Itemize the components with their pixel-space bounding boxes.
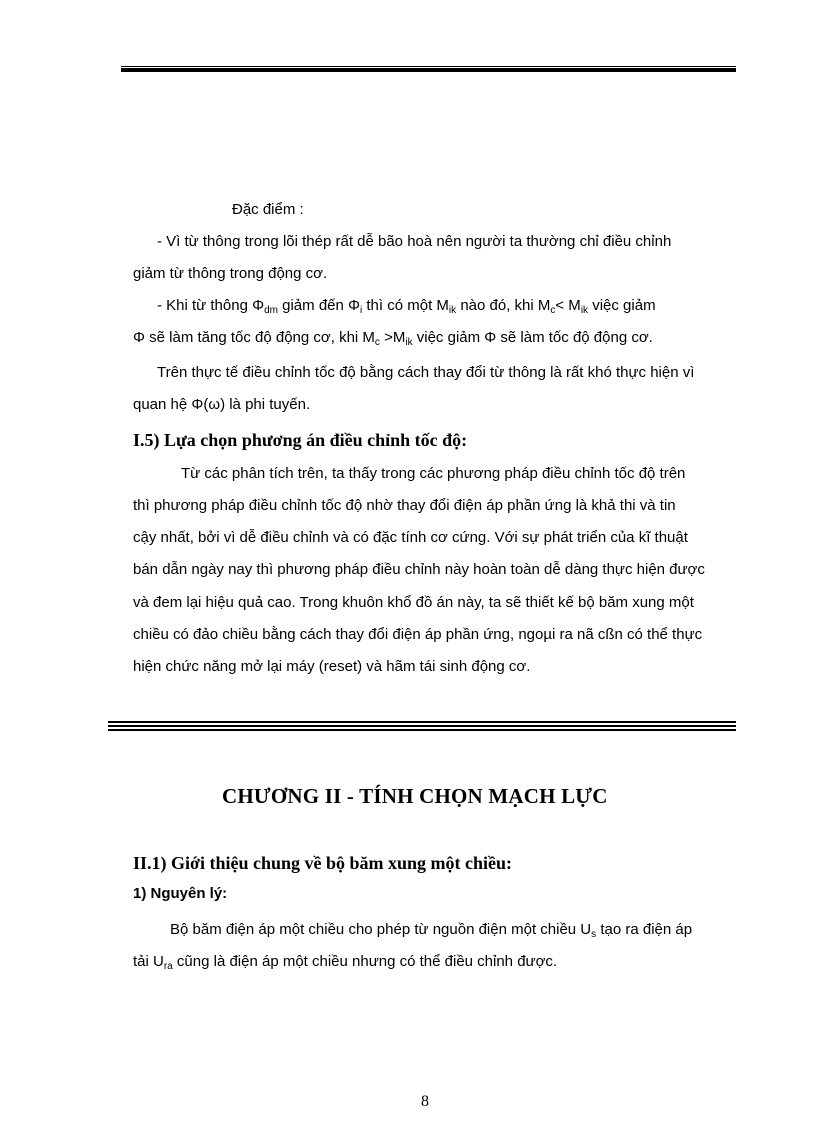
paragraph-line: Bộ băm điện áp một chiều cho phép từ nguồn điện một chiều $U_s$ tạo ra điện áp (170, 921, 693, 940)
paragraph-line: - Khi từ thông $\Phi_{dm}$ giảm đến $\Phi_i$ thì có một $M_{ik}$ nào đó, khi $M_c< M_{ik}$ việc giảm (157, 297, 656, 316)
paragraph-line: tải $U_{ra}$ cũng là điện áp một chiều nhưng có thể điều chỉnh được. (133, 953, 558, 972)
paragraph-line: Trên thực tế điều chỉnh tốc độ bằng cách thay đổi từ thông là rất khó thực hiện vì (157, 364, 695, 381)
section-heading: I.5) Lựa chọn phương án điều chỉnh tốc độ: (133, 430, 468, 450)
section-divider (108, 721, 736, 731)
section-heading: II.1) Giới thiệu chung về bộ băm xung một chiều: (133, 853, 513, 873)
paragraph-line: quan hệ Φ(ω) là phi tuyến. (133, 396, 311, 413)
paragraph-line: thì phương pháp điều chỉnh tốc độ nhờ thay đổi điện áp phần ứng là khả thi và tin (133, 497, 676, 514)
paragraph-line: Từ các phân tích trên, ta thấy trong các phương pháp điều chỉnh tốc độ trên (181, 465, 686, 482)
chapter-title: CHƯƠNG II - TÍNH CHỌN MẠCH LỰC (222, 784, 608, 808)
paragraph-line: bán dẫn ngày nay thì phương pháp điều chỉnh này hoàn toàn dễ dàng thực hiện được (133, 561, 705, 578)
features-title: Đặc điểm : (232, 201, 304, 218)
paragraph-line: hiện chức năng mở lại máy (reset) và hãm tái sinh động cơ. (133, 658, 531, 675)
paragraph-line: Φ sẽ làm tăng tốc độ động cơ, khi $M_c >M_{ik}$ việc giảm Φ sẽ làm tốc độ động cơ. (133, 329, 653, 348)
header-rule (121, 66, 736, 72)
paragraph-line: và đem lại hiệu quả cao. Trong khuôn khổ đồ án này, ta sẽ thiết kế bộ băm xung một (133, 594, 694, 611)
paragraph-line: - Vì từ thông trong lõi thép rất dễ bão hoà nên người ta thường chỉ điều chỉnh (157, 233, 672, 250)
paragraph-line: chiều có đảo chiều bằng cách thay đổi điện áp phần ứng, ngoµi ra nã cßn có thể thực (133, 626, 703, 643)
subsection-heading: 1) Nguyên lý: (133, 885, 228, 902)
paragraph-line: giảm từ thông trong động cơ. (133, 265, 328, 282)
paragraph-line: cậy nhất, bởi vì dễ điều chỉnh và có đặc tính cơ cứng. Với sự phát triển của kĩ thuật (133, 529, 688, 546)
page-number: 8 (421, 1093, 429, 1110)
